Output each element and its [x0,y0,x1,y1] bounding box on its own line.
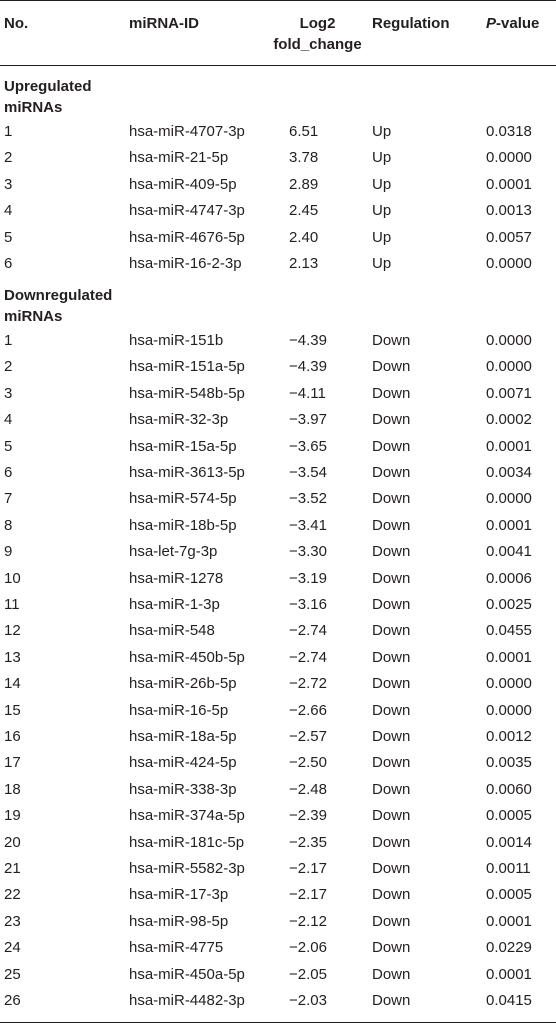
cell-regulation: Down [372,622,411,640]
cell-regulation: Down [372,886,411,904]
cell-mirna-id: hsa-miR-18b-5p [129,516,237,534]
header-mirna-id: miRNA-ID [129,15,199,32]
cell-fold-change: −4.39 [289,358,327,376]
group-title-line2: miRNAs [4,99,63,116]
table-row [0,145,556,171]
cell-regulation: Down [372,728,411,745]
cell-no: 21 [4,860,21,877]
table-row [0,172,556,198]
cell-fold-change: −2.35 [289,833,327,851]
cell-fold-change: −2.39 [289,807,327,825]
table-bottom-rule [0,1022,556,1023]
header-no: No. [4,15,29,32]
cell-mirna-id: hsa-miR-98-5p [129,912,229,930]
cell-fold-change: 6.51 [289,123,319,140]
cell-no: 23 [4,912,21,930]
cell-pvalue: 0.0014 [486,833,532,851]
cell-no: 13 [4,648,21,666]
cell-pvalue: 0.0005 [486,807,532,825]
cell-pvalue: 0.0006 [486,569,532,587]
cell-pvalue: 0.0000 [486,358,532,376]
cell-fold-change: −2.48 [289,780,327,798]
cell-pvalue: 0.0000 [486,149,532,167]
cell-fold-change: 2.40 [289,228,319,246]
cell-mirna-id: hsa-miR-338-3p [129,780,237,798]
cell-no: 6 [4,464,13,481]
cell-mirna-id: hsa-miR-4676-5p [129,228,245,246]
table-row [0,882,556,908]
header-rule [0,65,556,66]
cell-regulation: Down [372,543,411,561]
cell-fold-change: −2.74 [289,648,327,666]
cell-no: 11 [4,596,20,613]
table-row [0,671,556,697]
cell-no: 18 [4,780,21,798]
cell-pvalue: 0.0011 [486,860,531,877]
cell-mirna-id: hsa-miR-151a-5p [129,358,245,376]
cell-pvalue: 0.0005 [486,886,532,904]
cell-fold-change: −2.66 [289,701,327,719]
cell-regulation: Down [372,807,411,825]
cell-mirna-id: hsa-miR-32-3p [129,411,229,429]
cell-fold-change: −2.12 [289,912,327,930]
cell-pvalue: 0.0001 [486,912,532,930]
cell-no: 9 [4,543,13,561]
header-pvalue-italic: P [486,15,497,32]
cell-pvalue: 0.0034 [486,464,532,481]
cell-fold-change: −4.11 [289,384,326,402]
cell-no: 5 [4,437,13,455]
table-row [0,407,556,433]
cell-regulation: Down [372,939,411,957]
cell-regulation: Up [372,175,392,193]
table-top-rule [0,0,556,1]
cell-fold-change: 2.45 [289,202,319,220]
cell-pvalue: 0.0041 [486,543,532,561]
header-fold-change-line2: fold_change [273,36,362,53]
cell-regulation: Down [372,701,411,719]
cell-fold-change: −2.72 [289,675,327,693]
group-title [4,285,112,327]
cell-fold-change: −3.97 [289,411,327,429]
cell-regulation: Down [372,516,411,534]
group-title-line2: miRNAs [4,308,63,325]
table-row [0,460,556,486]
header-regulation: Regulation [372,15,450,32]
cell-mirna-id: hsa-miR-4707-3p [129,123,245,140]
cell-regulation: Down [372,569,411,587]
cell-mirna-id: hsa-miR-574-5p [129,490,237,508]
cell-mirna-id: hsa-miR-424-5p [129,754,237,772]
cell-no: 8 [4,516,13,534]
cell-no: 7 [4,490,13,508]
cell-pvalue: 0.0071 [486,384,532,402]
table-row [0,935,556,961]
cell-mirna-id: hsa-miR-4775 [129,939,224,957]
cell-regulation: Down [372,648,411,666]
cell-no: 1 [4,123,13,140]
cell-mirna-id: hsa-miR-450a-5p [129,965,245,983]
cell-mirna-id: hsa-miR-3613-5p [129,464,245,481]
table-row [0,830,556,856]
cell-regulation: Up [372,255,392,272]
header-pvalue [486,13,539,34]
cell-mirna-id: hsa-miR-4747-3p [129,202,245,220]
table-row [0,750,556,776]
cell-no: 22 [4,886,21,904]
cell-regulation: Down [372,965,411,983]
cell-no: 4 [4,411,13,429]
group-title-line1: Downregulated [4,287,113,304]
cell-no: 24 [4,939,21,957]
cell-pvalue: 0.0001 [486,175,532,193]
cell-fold-change: −3.41 [289,516,327,534]
cell-pvalue: 0.0455 [486,622,532,640]
cell-regulation: Down [372,780,411,798]
cell-fold-change: −3.52 [289,490,327,508]
cell-pvalue: 0.0057 [486,228,532,246]
cell-pvalue: 0.0013 [486,202,532,220]
header-fold-change [270,13,365,55]
cell-fold-change: −3.65 [289,437,327,455]
cell-fold-change: 2.89 [289,175,319,193]
cell-fold-change: −2.17 [289,886,327,904]
header-fold-change-line1: Log2 [299,15,336,32]
cell-pvalue: 0.0001 [486,965,532,983]
cell-pvalue: 0.0012 [486,728,532,745]
cell-mirna-id: hsa-miR-409-5p [129,175,237,193]
table-row [0,698,556,724]
cell-pvalue: 0.0035 [486,754,532,772]
cell-no: 20 [4,833,21,851]
cell-no: 16 [4,728,21,745]
cell-pvalue: 0.0318 [486,123,532,140]
table-row [0,486,556,512]
cell-pvalue: 0.0000 [486,701,532,719]
table-row [0,198,556,224]
table-row [0,988,556,1014]
cell-no: 12 [4,622,21,640]
cell-mirna-id: hsa-miR-15a-5p [129,437,237,455]
cell-mirna-id: hsa-miR-4482-3p [129,992,245,1009]
cell-regulation: Down [372,992,411,1009]
cell-regulation: Down [372,860,411,877]
table-row [0,354,556,380]
cell-regulation: Up [372,149,392,167]
cell-mirna-id: hsa-miR-548 [129,622,215,640]
table-row [0,803,556,829]
cell-mirna-id: hsa-miR-181c-5p [129,833,245,851]
cell-pvalue: 0.0060 [486,780,532,798]
table-row [0,119,556,145]
cell-regulation: Down [372,912,411,930]
cell-no: 15 [4,701,21,719]
cell-fold-change: −3.30 [289,543,327,561]
cell-regulation: Down [372,411,411,429]
cell-fold-change: −2.17 [289,860,327,877]
table-row [0,566,556,592]
cell-regulation: Down [372,464,411,481]
table-row [0,513,556,539]
cell-no: 2 [4,149,13,167]
group-title [4,76,92,118]
cell-regulation: Down [372,596,411,613]
cell-mirna-id: hsa-miR-1-3p [129,596,220,613]
cell-pvalue: 0.0000 [486,255,532,272]
table-row [0,856,556,882]
cell-pvalue: 0.0229 [486,939,532,957]
cell-no: 1 [4,332,13,349]
cell-fold-change: −3.19 [289,569,327,587]
cell-mirna-id: hsa-miR-5582-3p [129,860,245,877]
cell-no: 19 [4,807,21,825]
cell-no: 2 [4,358,13,376]
cell-fold-change: −2.03 [289,992,327,1009]
cell-pvalue: 0.0002 [486,411,532,429]
cell-fold-change: −2.06 [289,939,327,957]
table-row [0,592,556,618]
cell-regulation: Down [372,332,411,349]
cell-mirna-id: hsa-miR-450b-5p [129,648,245,666]
cell-mirna-id: hsa-miR-17-3p [129,886,229,904]
cell-fold-change: 2.13 [289,255,319,272]
group-title-line1: Upregulated [4,78,92,95]
table-row [0,909,556,935]
cell-pvalue: 0.0001 [486,516,532,534]
cell-regulation: Up [372,202,392,220]
cell-pvalue: 0.0001 [486,437,532,455]
cell-fold-change: −2.74 [289,622,327,640]
cell-mirna-id: hsa-miR-374a-5p [129,807,245,825]
cell-no: 6 [4,255,13,272]
cell-no: 14 [4,675,21,693]
cell-pvalue: 0.0000 [486,332,532,349]
cell-regulation: Up [372,123,392,140]
cell-mirna-id: hsa-miR-16-5p [129,701,229,719]
cell-pvalue: 0.0001 [486,648,532,666]
cell-mirna-id: hsa-miR-548b-5p [129,384,245,402]
table-row [0,539,556,565]
cell-fold-change: −4.39 [289,332,327,349]
table-row [0,962,556,988]
cell-mirna-id: hsa-miR-18a-5p [129,728,237,745]
cell-mirna-id: hsa-let-7g-3p [129,543,218,561]
cell-fold-change: −2.50 [289,754,327,772]
cell-fold-change: −2.57 [289,728,327,745]
cell-mirna-id: hsa-miR-16-2-3p [129,255,242,272]
cell-regulation: Down [372,754,411,772]
cell-fold-change: −2.05 [289,965,327,983]
cell-no: 17 [4,754,21,772]
table-row [0,618,556,644]
cell-no: 26 [4,992,21,1009]
cell-regulation: Down [372,358,411,376]
cell-pvalue: 0.0415 [486,992,532,1009]
cell-no: 25 [4,965,21,983]
cell-mirna-id: hsa-miR-26b-5p [129,675,237,693]
cell-no: 4 [4,202,13,220]
table-row [0,724,556,750]
cell-no: 3 [4,384,13,402]
cell-mirna-id: hsa-miR-151b [129,332,224,349]
header-pvalue-rest: -value [496,15,540,32]
table-row [0,251,556,277]
cell-pvalue: 0.0000 [486,675,532,693]
cell-fold-change: 3.78 [289,149,319,167]
table-row [0,777,556,803]
cell-mirna-id: hsa-miR-21-5p [129,149,229,167]
cell-pvalue: 0.0025 [486,596,532,613]
cell-fold-change: −3.54 [289,464,327,481]
cell-no: 5 [4,228,13,246]
table-row [0,434,556,460]
cell-regulation: Up [372,228,392,246]
cell-mirna-id: hsa-miR-1278 [129,569,224,587]
table-row [0,225,556,251]
table-row [0,328,556,354]
cell-regulation: Down [372,437,411,455]
cell-no: 10 [4,569,21,587]
cell-pvalue: 0.0000 [486,490,532,508]
cell-regulation: Down [372,490,411,508]
table-row [0,381,556,407]
cell-regulation: Down [372,833,411,851]
cell-regulation: Down [372,675,411,693]
cell-fold-change: −3.16 [289,596,327,613]
table-row [0,645,556,671]
cell-no: 3 [4,175,13,193]
cell-regulation: Down [372,384,411,402]
